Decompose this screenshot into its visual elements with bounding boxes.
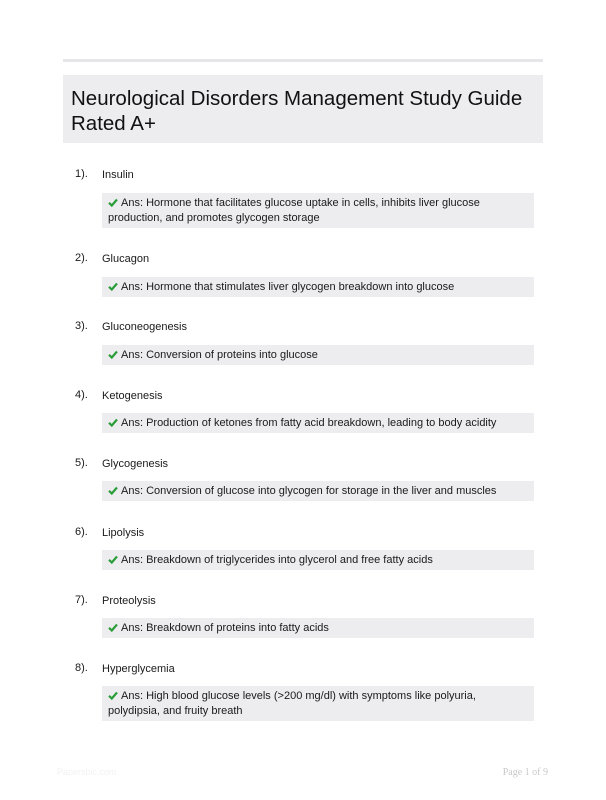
- top-divider: [63, 59, 543, 62]
- question-number: 1).: [75, 168, 88, 180]
- check-icon: [108, 555, 118, 564]
- answer-box: [102, 277, 534, 297]
- check-icon: [108, 350, 118, 359]
- question-term: Insulin: [102, 169, 134, 181]
- question-number: 3).: [75, 320, 88, 332]
- check-icon: [108, 486, 118, 495]
- page-number: Page 1 of 9: [502, 767, 548, 778]
- answer-box: [102, 345, 534, 365]
- answer-box: [102, 413, 534, 433]
- question-number: 6).: [75, 526, 88, 538]
- answer-box: [102, 686, 534, 721]
- answer-box: [102, 193, 534, 228]
- answer-text: Ans: High blood glucose levels (>200 mg/dl) with symptoms like polyuria, polydipsia, and fruity breath: [108, 690, 476, 717]
- answer-text: Ans: Hormone that stimulates liver glycogen breakdown into glucose: [121, 281, 455, 293]
- answer-text: Ans: Conversion of proteins into glucose: [121, 349, 318, 361]
- answer-text: Ans: Production of ketones from fatty acid breakdown, leading to body acidity: [121, 417, 497, 429]
- answer-text: Ans: Breakdown of triglycerides into glycerol and free fatty acids: [121, 554, 433, 566]
- question-term: Glycogenesis: [102, 458, 169, 470]
- answer-text: Ans: Conversion of glucose into glycogen for storage in the liver and muscles: [121, 485, 497, 497]
- footer-watermark: Papersbic.com: [57, 767, 117, 777]
- question-term: Hyperglycemia: [102, 663, 175, 675]
- check-icon: [108, 282, 118, 291]
- answer-text: Ans: Breakdown of proteins into fatty acids: [121, 622, 329, 634]
- check-icon: [108, 198, 118, 207]
- question-number: 4).: [75, 389, 88, 401]
- check-icon: [108, 623, 118, 632]
- page-title: Neurological Disorders Management Study Guide Rated A+: [71, 87, 523, 135]
- check-icon: [108, 691, 118, 700]
- question-number: 5).: [75, 457, 88, 469]
- check-icon: [108, 418, 118, 427]
- question-number: 8).: [75, 662, 88, 674]
- question-term: Lipolysis: [102, 527, 145, 539]
- question-number: 2).: [75, 252, 88, 264]
- title-box: [63, 75, 543, 143]
- question-term: Ketogenesis: [102, 390, 163, 402]
- question-term: Gluconeogenesis: [102, 321, 188, 333]
- question-number: 7).: [75, 594, 88, 606]
- question-term: Glucagon: [102, 253, 150, 265]
- question-term: Proteolysis: [102, 595, 156, 607]
- answer-box: [102, 481, 534, 501]
- answer-text: Ans: Hormone that facilitates glucose uptake in cells, inhibits liver glucose production, and promotes glycogen storage: [108, 197, 480, 224]
- answer-box: [102, 550, 534, 570]
- answer-box: [102, 618, 534, 638]
